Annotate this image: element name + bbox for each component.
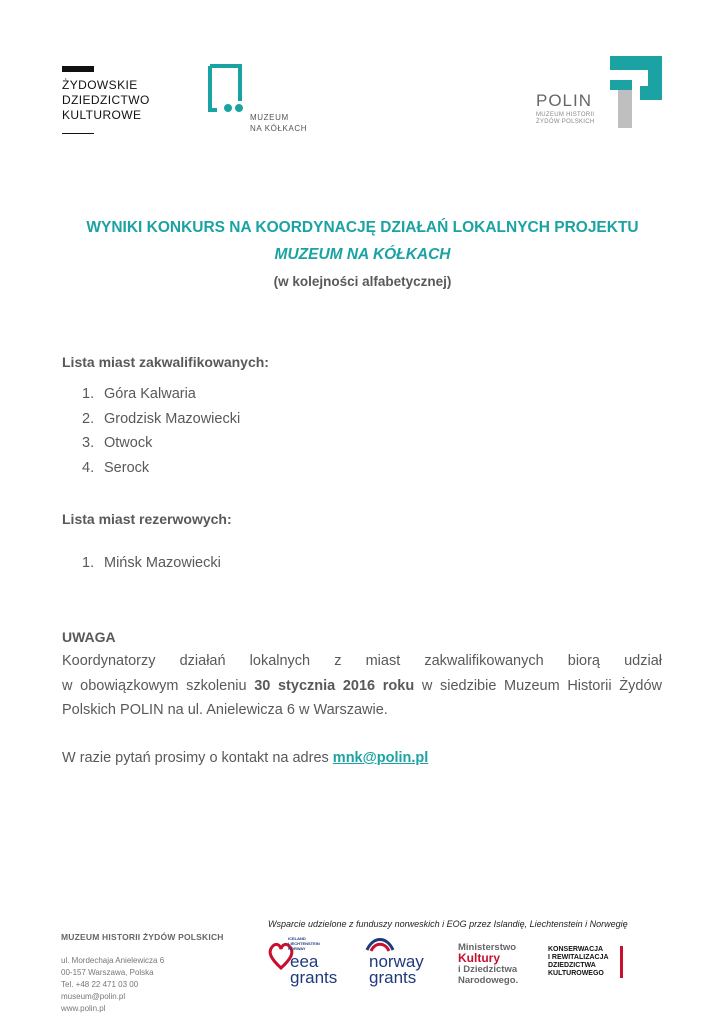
mnk-logo-icon bbox=[207, 64, 247, 116]
polin-logo-sub: MUZEUM HISTORII ŻYDÓW POLSKICH bbox=[536, 112, 595, 125]
mnk-logo-text: MUZEUM NA KÓŁKACH bbox=[250, 113, 308, 133]
eea-countries: ICELAND LIECHTENSTEIN NORWAY bbox=[288, 936, 320, 951]
project-name: MUZEUM NA KÓŁKACH bbox=[274, 246, 451, 263]
eea-grants-text: eea grants bbox=[290, 952, 338, 987]
contact-text: W razie pytań prosimy o kontakt na adres mnk@polin.pl bbox=[62, 750, 429, 766]
footer-address-lines: ul. Mordechaja Anielewicza 6 00-157 Warszawa, Polska Tel. +48 22 471 03 00 museum@polin.pl www.polin.pl bbox=[61, 956, 165, 1013]
notice-line-1: Koordynatorzy działań lokalnych z miast zakwalifikowanych biorą udział bbox=[62, 653, 662, 669]
list-item: 1. Mińsk Mazowiecki bbox=[82, 555, 221, 571]
norway-grants-logo bbox=[363, 936, 443, 992]
support-note: Wsparcie udzielone z funduszy norweskich i EOG przez Islandię, Liechtenstein i Norwegię bbox=[268, 919, 628, 929]
zdk-logo-text: ŻYDOWSKIE DZIEDZICTWO KULTUROWE bbox=[62, 78, 150, 122]
polin-logo-word: POLIN bbox=[536, 91, 593, 110]
norway-grants-text: norway grants bbox=[369, 952, 424, 987]
notice-text bbox=[62, 649, 662, 723]
notice-line-3: Polskich POLIN na ul. Anielewicza 6 w Warszawie. bbox=[62, 702, 388, 718]
mnk-logo bbox=[207, 64, 308, 133]
qualified-list bbox=[82, 386, 240, 484]
email-link[interactable]: mnk@polin.pl bbox=[332, 750, 429, 766]
reserve-heading: Lista miast rezerwowych: bbox=[62, 511, 232, 527]
zdk-logo-line bbox=[62, 133, 94, 134]
footer-address bbox=[61, 919, 251, 1027]
document-title: WYNIKI KONKURS NA KOORDYNACJĘ DZIAŁAŃ LOKALNYCH PROJEKTU bbox=[86, 219, 639, 236]
qualified-heading: Lista miast zakwalifikowanych: bbox=[62, 354, 269, 370]
list-item: 2. Grodzisk Mazowiecki bbox=[82, 410, 241, 427]
polin-logo-icon bbox=[610, 56, 664, 128]
polin-logo bbox=[536, 56, 666, 130]
zdk-logo-bar bbox=[62, 66, 94, 72]
training-date: 30 stycznia 2016 roku bbox=[254, 677, 415, 694]
mkidn-logo: Ministerstwo Kultury i Dziedzictwa Narodowego. bbox=[458, 942, 519, 986]
konserwacja-logo: KONSERWACJA I REWITALIZACJA DZIEDZICTWA KULTUROWEGO bbox=[548, 946, 623, 978]
reserve-list bbox=[82, 555, 221, 580]
list-item: 3. Otwock bbox=[82, 435, 153, 451]
zdk-logo bbox=[62, 66, 172, 134]
notice-line-2: w obowiązkowym szkoleniu 30 stycznia 2016 roku w siedzibie Muzeum Historii Żydów bbox=[62, 677, 662, 694]
eea-grants-logo bbox=[268, 936, 358, 992]
list-item: 1. Góra Kalwaria bbox=[82, 386, 196, 402]
list-item: 4. Serock bbox=[82, 459, 150, 476]
notice-heading: UWAGA bbox=[62, 629, 116, 645]
order-note: (w kolejności alfabetycznej) bbox=[273, 274, 452, 289]
footer-museum-name: MUZEUM HISTORII ŻYDÓW POLSKICH bbox=[61, 932, 224, 942]
